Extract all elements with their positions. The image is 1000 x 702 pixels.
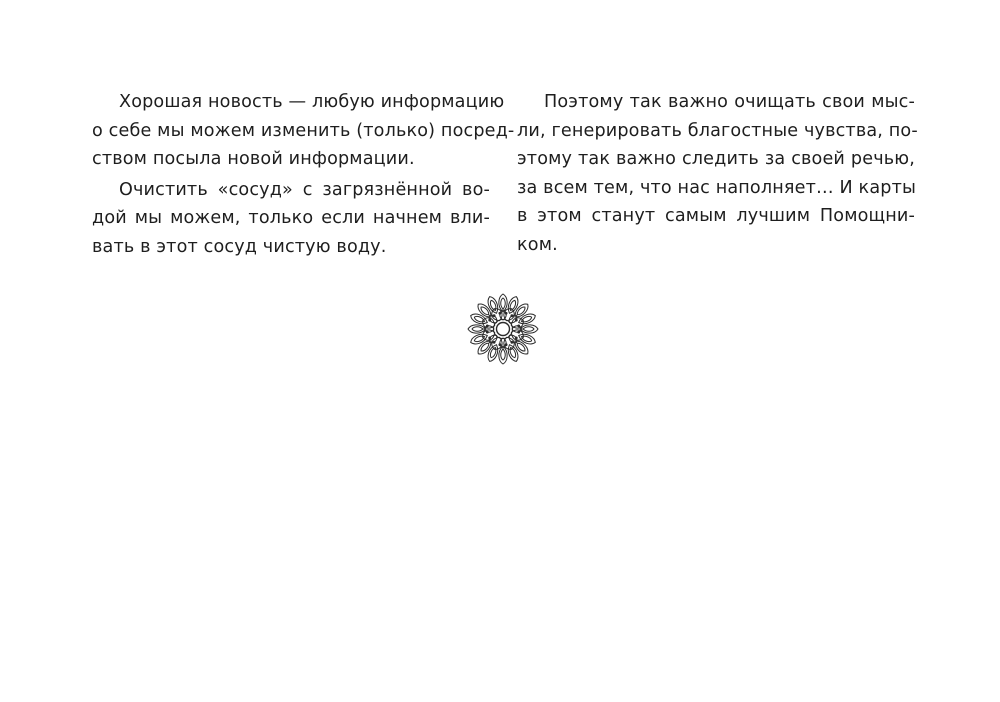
paragraph [92,88,515,174]
text-line: в этом станут самым лучшим Помощни- [517,206,915,227]
mandala-dot [493,341,495,343]
mandala-dot [499,344,501,346]
mandala-dot [505,344,507,346]
mandala-dot [486,325,488,327]
mandala-petal [512,338,531,357]
paragraph [517,88,918,260]
mandala-petal [523,327,534,331]
mandala-petal [475,338,494,357]
mandala-dot [489,319,491,321]
paragraph [92,176,490,262]
mandala-petal [516,305,527,316]
mandala-dot [486,331,488,333]
mandala-dot [511,341,513,343]
mandala-petal [472,327,483,331]
mandala-dot [493,315,495,317]
text-line: ством посыла новой информации. [92,149,415,170]
mandala-petal [479,305,490,316]
text-line: о себе мы можем изменить (только) посред- [92,120,515,141]
mandala-dot [505,312,507,314]
mandala-dot [515,319,517,321]
mandala-petal [512,301,531,320]
mandala-dot [518,331,520,333]
text-line: дой мы можем, только если начнем вли- [92,208,490,229]
text-column-right [517,88,918,262]
mandala-center [497,323,510,336]
mandala-dot [489,337,491,339]
mandala-icon [466,292,540,366]
mandala-petal [516,342,527,353]
text-line: Поэтому так важно очищать свои мыс- [544,92,915,112]
text-line: ли, генерировать благостные чувства, по- [517,120,918,141]
mandala-petal [479,342,490,353]
mandala-dot [499,312,501,314]
text-line: этому так важно следить за своей речью, [517,149,915,170]
text-line: Очистить «сосуд» с загрязнённой во- [119,179,490,200]
mandala-petal [475,301,494,320]
mandala-dot [518,325,520,327]
mandala-dot [511,315,513,317]
mandala-petal [501,298,505,309]
text-line: вать в этот сосуд чистую воду. [92,236,387,257]
text-line: за всем тем, что нас наполняет… И карты [517,177,917,198]
text-line: ком. [517,234,558,255]
mandala-petal [501,349,505,360]
mandala-dot [515,337,517,339]
text-line: Хорошая новость — любую информацию [119,92,505,112]
text-column-left [92,88,515,264]
